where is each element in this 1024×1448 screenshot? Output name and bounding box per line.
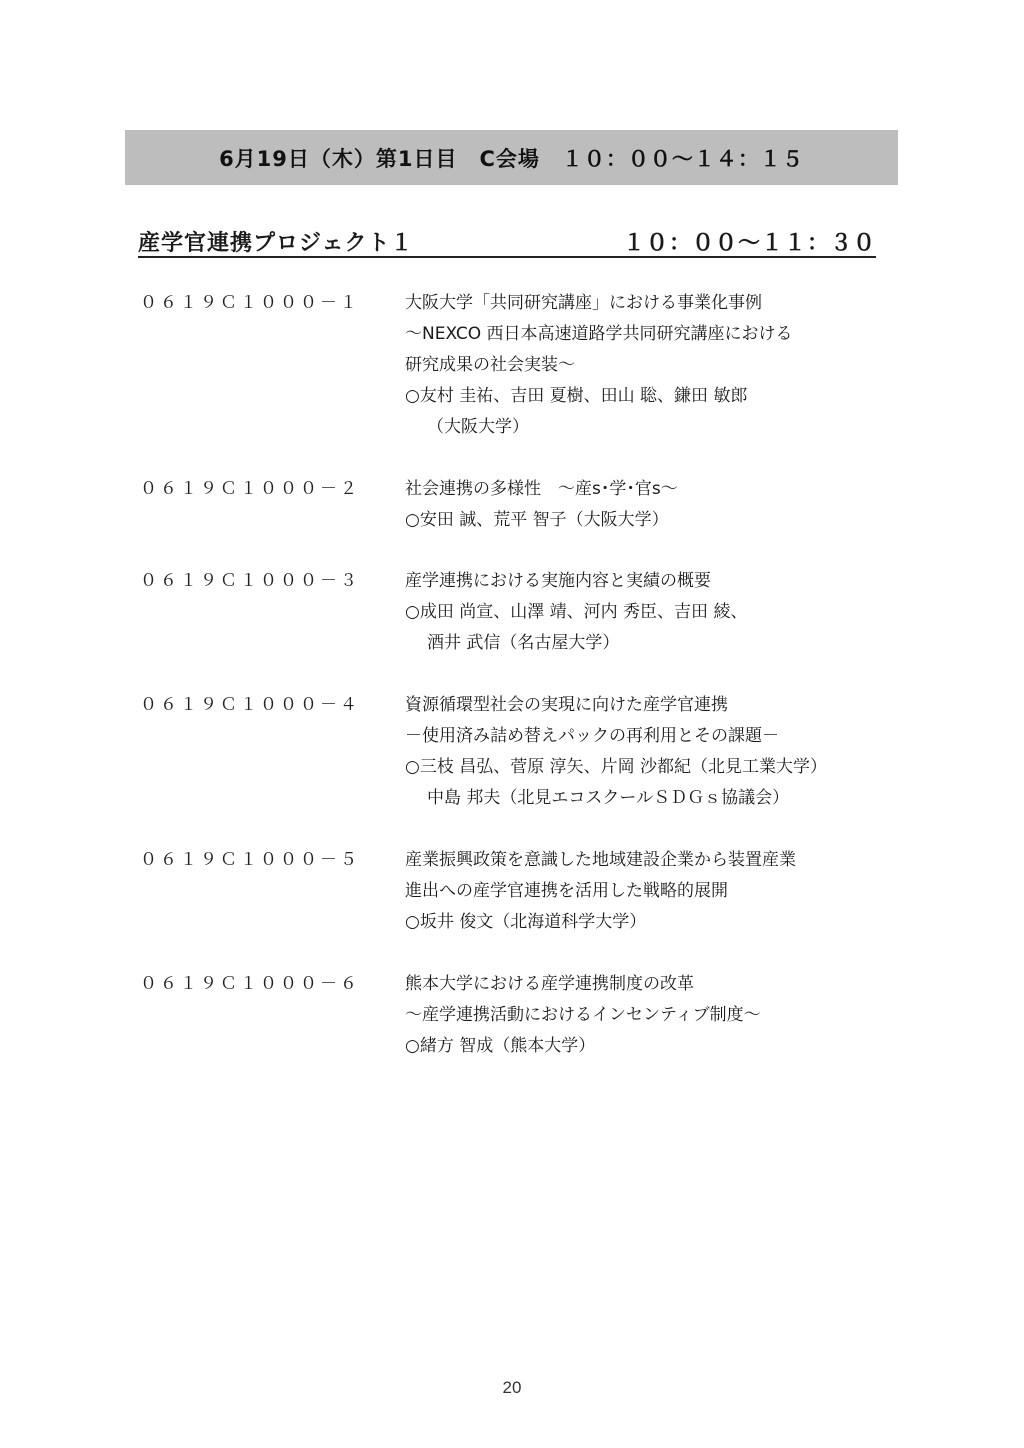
presentation-authors-line: ○友村 圭祐、吉田 夏樹、田山 聡、鎌田 敏郎 [405, 386, 748, 406]
presentation-title-line: 資源循環型社会の実現に向けた産学官連携 [405, 695, 728, 715]
presentation-body [405, 566, 965, 659]
presentation-title-line: ～NEXCO 西日本高速道路学共同研究講座における [405, 324, 793, 344]
presentation-title-line: －使用済み詰め替えパックの再利用とその課題－ [405, 726, 779, 746]
session-header [138, 226, 876, 258]
presentation-id: ０６１９Ｃ１０００－６ [140, 974, 360, 994]
presentation-affiliation-line: （大阪大学） [427, 417, 529, 437]
presentation-authors-line: ○成田 尚宣、山澤 靖、河内 秀臣、吉田 綾、 [405, 602, 748, 622]
presentation-body [405, 845, 965, 938]
session-title: 産学官連携プロジェクト１ [138, 231, 414, 256]
presentation-authors-line: ○三枝 昌弘、菅原 淳矢、片岡 沙都紀（北見工業大学） [405, 757, 828, 777]
presentation-id: ０６１９Ｃ１０００－２ [140, 479, 360, 499]
presentation-title-line: 産学連携における実施内容と実績の概要 [405, 571, 711, 591]
presentation-id: ０６１９Ｃ１０００－１ [140, 293, 360, 313]
presentation-title-line: 社会連携の多様性 ～産s･学･官s～ [405, 479, 678, 499]
presentation-title-line: 研究成果の社会実装～ [405, 355, 575, 375]
presentation-id: ０６１９Ｃ１０００－４ [140, 695, 360, 715]
presentation-id: ０６１９Ｃ１０００－５ [140, 850, 360, 870]
page-number: 20 [502, 1378, 522, 1397]
presentation-body [405, 969, 965, 1062]
presentation-title-line: 進出への産学官連携を活用した戦略的展開 [405, 881, 728, 901]
presentation-authors-line: 中島 邦夫（北見エコスクールＳＤＧｓ協議会） [427, 788, 790, 808]
day-banner [125, 130, 898, 185]
presentation-authors-line: 酒井 武信（名古屋大学） [427, 633, 620, 653]
presentation-title-line: ～産学連携活動におけるインセンティブ制度～ [405, 1005, 761, 1025]
presentation-authors-line: ○坂井 俊文（北海道科学大学） [405, 912, 647, 932]
presentation-id: ０６１９Ｃ１０００－３ [140, 571, 360, 591]
presentation-body [405, 474, 965, 536]
presentation-title-line: 大阪大学「共同研究講座」における事業化事例 [405, 293, 762, 313]
presentation-body [405, 288, 965, 443]
day-banner-text: 6月19日（木）第1日目 C会場 １０：００～１４：１５ [219, 146, 804, 171]
session-time: １０：００～１１：３０ [622, 231, 876, 256]
presentation-title-line: 産業振興政策を意識した地域建設企業から装置産業 [405, 850, 796, 870]
presentation-authors-line: ○緒方 智成（熊本大学） [405, 1036, 596, 1056]
presentation-title-line: 熊本大学における産学連携制度の改革 [405, 974, 694, 994]
presentation-body [405, 690, 965, 814]
presentation-authors-line: ○安田 誠、荒平 智子（大阪大学） [405, 510, 669, 530]
